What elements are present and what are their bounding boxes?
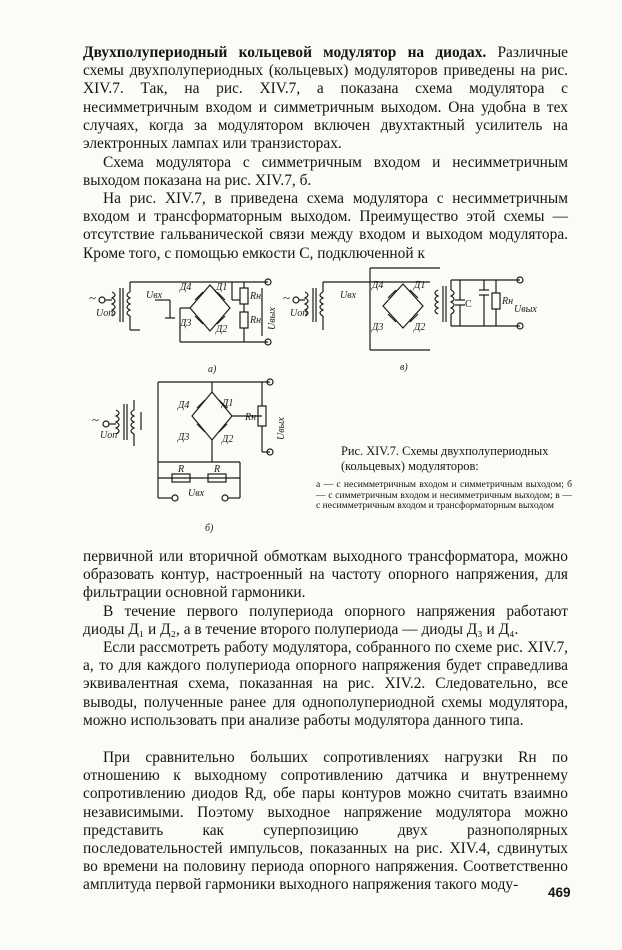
u-op-a: Uоп: [96, 308, 114, 319]
tilde-v: ~: [283, 290, 291, 305]
u-in-a: Uвх: [146, 290, 163, 301]
resistor-r-b-2: R: [214, 464, 221, 475]
d3-b: Д3: [178, 432, 190, 443]
r-load-b: Rн: [245, 412, 257, 423]
figure-caption: Рис. XIV.7. Схемы двухполупериодных (кольцевых) модуляторов:: [341, 444, 549, 473]
resistor-r-b-1: R: [178, 464, 185, 475]
sub-label-a: а): [208, 364, 217, 375]
figure-legend: а — с несимметричным входом и симметричным выходом; б — с симметричным входом и несимметричным выходом; в — с несимметричным входом и трансформаторным выходом: [316, 479, 572, 511]
sub-label-b: б): [205, 523, 214, 534]
d2-v: Д2: [414, 322, 426, 333]
paragraph-2: Схема модулятора с симметричным входом и несимметричным выходом показана на рис. XIV.7, б.: [83, 154, 568, 190]
d4-v: Д4: [372, 280, 384, 291]
d3-v: Д3: [372, 322, 384, 333]
circuit-v: [293, 268, 523, 350]
d2-a: Д2: [216, 324, 228, 335]
u-out-a: Uвых: [267, 307, 278, 330]
paragraph-intro: [83, 44, 568, 153]
capacitor-c-v: C: [465, 299, 472, 310]
d3-a: Д3: [180, 318, 192, 329]
paragraph-7: При сравнительно больших сопротивлениях нагрузки Rн по отношению к выходному сопротивлению датчика и внутреннему сопротивлению диодов Rд, обе пары контуров можно считать взаимно независимыми. Поэтому выходное напряжение модулятора можно представить как суперпозицию двух разнополярных последовательностей импульсов, показанных на рис. XIV.4, сдвинутых во времени на половину периода опорного напряжения. Соответственно амплитуда первой гармоники выходного напряжения такого моду-: [83, 749, 568, 894]
paragraph-6: Если рассмотреть работу модулятора, собранного по схеме рис. XIV.7, а, то для каждого полупериода опорного напряжения будет справедлива эквивалентная схема, показанная на рис. XIV.2. Следовательно, все выводы, полученные ранее для однополупериодной схемы модулятора, можно использовать при анализе работы модулятора данного типа.: [83, 639, 568, 729]
u-op-v: Uоп: [290, 308, 308, 319]
u-out-v: Uвых: [514, 304, 537, 315]
d1-a: Д1: [216, 282, 228, 293]
page-number: 469: [548, 885, 571, 900]
d2-b: Д2: [222, 434, 234, 445]
paragraph-4: первичной или вторичной обмоткам выходного трансформатора, можно образовать контур, настроенный на частоту опорного напряжения, для фильтрации основной гармоники.: [83, 548, 568, 602]
d4-b: Д4: [178, 400, 190, 411]
circuit-b: [103, 379, 273, 501]
r-load-v: Rн: [502, 296, 514, 307]
sub-label-v: в): [400, 362, 408, 373]
u-in-b: Uвх: [188, 488, 205, 499]
circuit-a: [99, 279, 271, 345]
u-in-v: Uвх: [340, 290, 357, 301]
tilde-a: ~: [89, 290, 97, 305]
r-load-a-2: Rн: [250, 315, 262, 326]
paragraph-3: На рис. XIV.7, в приведена схема модулятора с несимметричным входом и трансформаторным выходом. Преимущество этой схемы — отсутствие гальванической связи между входом и выходом модулятора. Кроме того, с помощью емкости С, подключенной к: [83, 190, 568, 262]
paragraph-intro-text: Различные схемы двухполупериодных (кольцевых) модуляторов приведены на рис. XIV.7. Так, на рис. XIV.7, а показана схема модулятора с несимметричным входом и симметричным выходом. Она удобна в тех случаях, когда за модулятором включен двухтактный усилитель на электронных лампах или транзисторах.: [83, 44, 568, 153]
r-load-a-1: Rн: [250, 291, 262, 302]
u-out-b: Uвых: [276, 417, 287, 440]
d4-a: Д4: [180, 282, 192, 293]
d1-b: Д1: [222, 398, 234, 409]
u-op-b: Uоп: [100, 430, 118, 441]
section-heading: Двухполупериодный кольцевой модулятор на диодах.: [83, 44, 487, 61]
paragraph-5: В течение первого полупериода опорного напряжения работают диоды Д₁ и Д₂, а в течение второго полупериода — диоды Д₃ и Д₄.: [83, 603, 568, 639]
tilde-b: ~: [92, 412, 100, 427]
d1-v: Д1: [414, 280, 426, 291]
